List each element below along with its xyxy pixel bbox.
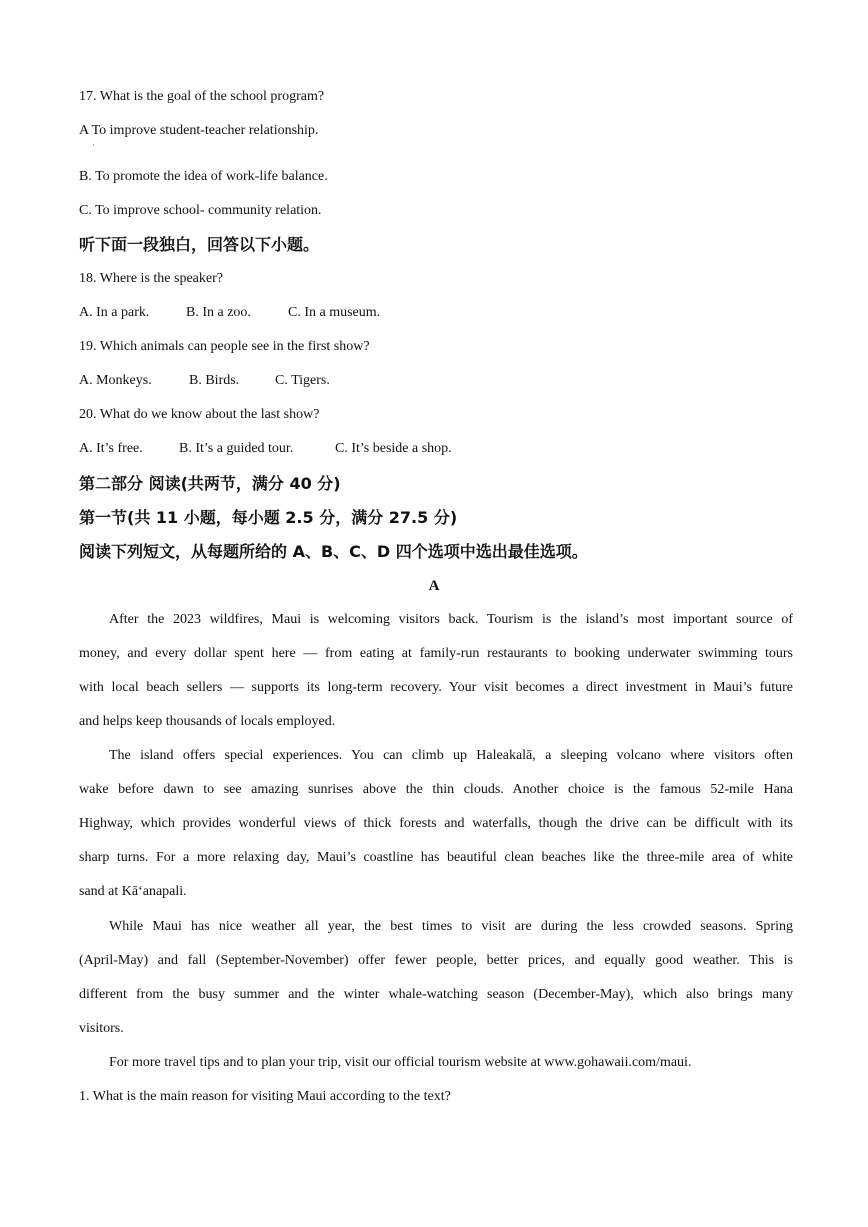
passage-line: visitors. <box>79 1021 124 1036</box>
passage-line: Highway, which provides wonderful views of thick forests and waterfalls, though the drive can be difficult with its <box>79 816 793 831</box>
q17-option-a: A To improve student-teacher relationship. <box>79 123 319 138</box>
section1-heading: 第一节(共 11 小题，每小题 2.5 分，满分 27.5 分) <box>79 508 458 527</box>
q20-option-b: B. It’s a guided tour. <box>179 441 294 456</box>
question-18: 18. Where is the speaker? <box>79 271 223 286</box>
passage-line: sand at Kāʻanapali. <box>79 884 187 899</box>
q18-options <box>79 304 380 322</box>
passage-line: sharp turns. For a more relaxing day, Maui’s coastline has beautiful clean beaches like the three-mile area of white <box>79 850 793 865</box>
passage-line: While Maui has nice weather all year, the best times to visit are during the less crowded seasons. Spring <box>109 919 793 934</box>
reading-instructions: 阅读下列短文，从每题所给的 A、B、C、D 四个选项中选出最佳选项。 <box>79 542 588 561</box>
passage-line: money, and every dollar spent here — from eating at family-run restaurants to booking underwater swimming tours <box>79 646 793 661</box>
passage-line: and helps keep thousands of locals employed. <box>79 714 336 729</box>
passage-line: For more travel tips and to plan your trip, visit our official tourism website at www.gohawaii.com/maui. <box>109 1055 692 1070</box>
question-19: 19. Which animals can people see in the first show? <box>79 339 370 354</box>
passage-line: After the 2023 wildfires, Maui is welcoming visitors back. Tourism is the island’s most important source of <box>109 612 793 627</box>
question-1: 1. What is the main reason for visiting Maui according to the text? <box>79 1089 451 1104</box>
monologue-heading: 听下面一段独白，回答以下小题。 <box>79 235 320 254</box>
q19-option-c: C. Tigers. <box>275 373 330 388</box>
passage-line: The island offers special experiences. You can climb up Haleakalā, a sleeping volcano where visitors often <box>109 748 793 763</box>
question-17: 17. What is the goal of the school program? <box>79 89 325 104</box>
q20-option-a: A. It’s free. <box>79 441 143 456</box>
q18-option-c: C. In a museum. <box>288 305 381 320</box>
q20-options <box>79 440 452 458</box>
q17-option-c: C. To improve school- community relation. <box>79 203 322 218</box>
q20-option-c: C. It’s beside a shop. <box>335 441 452 456</box>
passage-line: with local beach sellers — supports its long-term recovery. Your visit becomes a direct investment in Maui’s future <box>79 680 793 695</box>
passage-line: (April-May) and fall (September-November) offer fewer people, better prices, and equally good weather. This is <box>79 953 793 968</box>
q19-options <box>79 372 330 390</box>
passage-line: different from the busy summer and the winter whale-watching season (December-May), which also brings many <box>79 987 793 1002</box>
q19-option-b: B. Birds. <box>189 373 240 388</box>
stray-mark: · <box>92 141 95 150</box>
part2-heading: 第二部分 阅读(共两节，满分 40 分) <box>79 474 341 493</box>
q18-option-b: B. In a zoo. <box>186 305 251 320</box>
q18-option-a: A. In a park. <box>79 305 150 320</box>
q17-option-b: B. To promote the idea of work-life balance. <box>79 169 328 184</box>
question-20: 20. What do we know about the last show? <box>79 407 320 422</box>
passage-title: A <box>428 578 440 594</box>
q19-option-a: A. Monkeys. <box>79 373 152 388</box>
passage-line: wake before dawn to see amazing sunrises above the thin clouds. Another choice is the famous 52-mile Hana <box>79 782 793 797</box>
